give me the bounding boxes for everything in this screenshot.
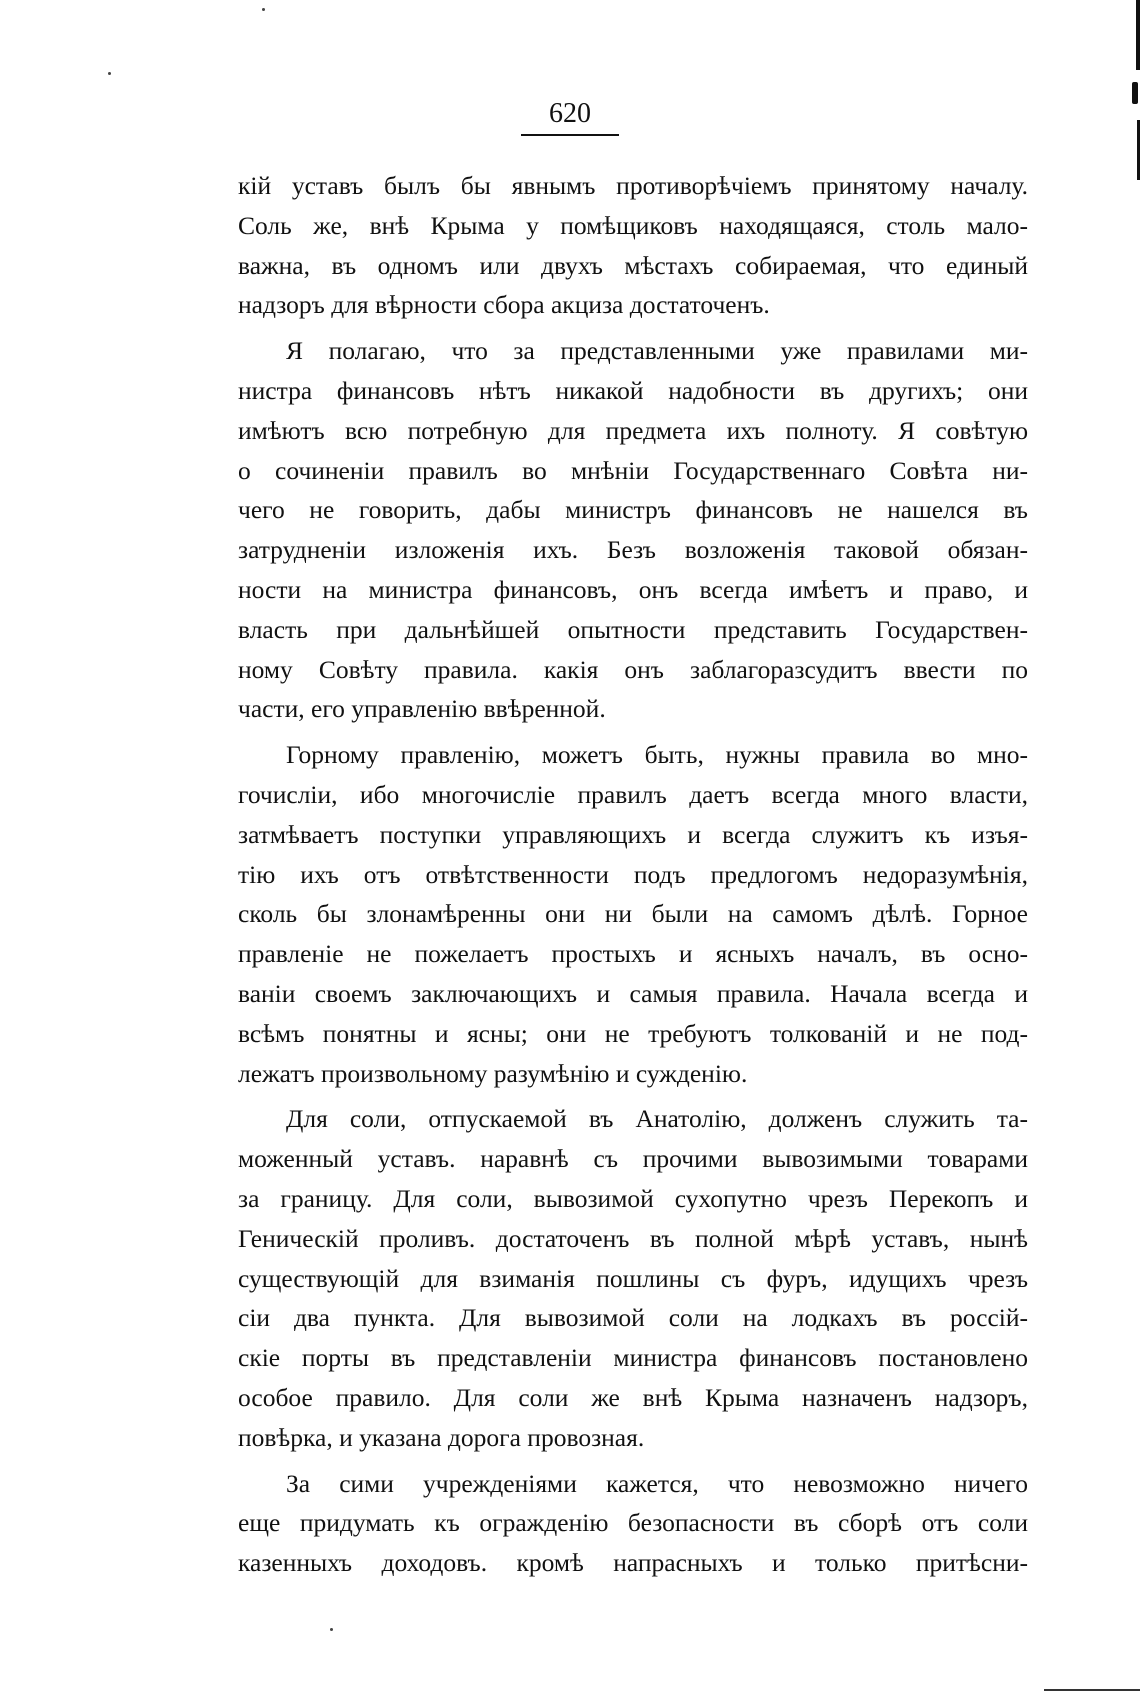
text-line: ному Совѣту правила. какія онъ заблагоразсудитъ ввести по xyxy=(238,654,1028,684)
text-line: Соль же, внѣ Крыма у помѣщиковъ находящаяся, столь мало- xyxy=(238,210,1028,240)
text-line: Геническій проливъ. достаточенъ въ полной мѣрѣ уставъ, нынѣ xyxy=(238,1223,1028,1253)
text-line: ности на министра финансовъ, онъ всегда имѣетъ и право, и xyxy=(238,574,1028,604)
text-line: правленіе не пожелаетъ простыхъ и ясныхъ началъ, въ осно- xyxy=(238,939,1028,969)
paragraph xyxy=(238,1099,1028,1457)
text-line: сколь бы злонамѣренны они ни были на самомъ дѣлѣ. Горное xyxy=(238,899,1028,929)
paragraph xyxy=(238,166,1028,325)
text-line: надзоръ для вѣрности сбора акциза достаточенъ. xyxy=(238,290,770,320)
text-line: всѣмъ понятны и ясны; они не требуютъ толкованій и не под- xyxy=(238,1018,1028,1048)
text-line: повѣрка, и указана дорога провозная. xyxy=(238,1422,645,1452)
text-line: имѣютъ всю потребную для предмета ихъ полноту. Я совѣтую xyxy=(238,415,1028,445)
scan-binding-edge-top xyxy=(1136,0,1140,70)
paragraph xyxy=(238,331,1028,729)
scan-speck xyxy=(262,8,265,11)
page-number-text: 620 xyxy=(521,98,619,136)
paragraph xyxy=(238,1464,1028,1583)
text-line: тію ихъ отъ отвѣтственности подъ предлогомъ недоразумѣнія, xyxy=(238,859,1028,889)
text-line: скіе порты въ представленіи министра финансовъ постановлено xyxy=(238,1343,1028,1373)
text-line: особое правило. Для соли же внѣ Крыма назначенъ надзоръ, xyxy=(238,1382,1028,1412)
scan-speck xyxy=(330,1628,333,1631)
text-line: еще придумать къ огражденію безопасности въ сборѣ отъ соли xyxy=(238,1508,1028,1538)
paragraph xyxy=(238,735,1028,1093)
text-line: за границу. Для соли, вывозимой сухопутно чрезъ Перекопъ и xyxy=(238,1183,1028,1213)
scan-bottom-rule xyxy=(1044,1689,1140,1691)
text-line: Для соли, отпускаемой въ Анатолію, долженъ служить та- xyxy=(286,1104,1028,1134)
text-line: казенныхъ доходовъ. кромѣ напрасныхъ и только притѣсни- xyxy=(238,1548,1028,1578)
text-line: ваніи своемъ заключающихъ и самыя правила. Начала всегда и xyxy=(238,978,1028,1008)
scan-speck xyxy=(108,72,111,75)
text-line: гочисліи, ибо многочисліе правилъ даетъ всегда много власти, xyxy=(238,779,1028,809)
text-line: сіи два пункта. Для вывозимой соли на лодкахъ въ россій- xyxy=(238,1303,1028,1333)
text-line: затрудненіи изложенія ихъ. Безъ возложенія таковой обязан- xyxy=(238,535,1028,565)
text-line: существующій для взиманія пошлины съ фуръ, идущихъ чрезъ xyxy=(238,1263,1028,1293)
text-line: затмѣваетъ поступки управляющихъ и всегда служитъ къ изъя- xyxy=(238,819,1028,849)
page-number xyxy=(0,98,1140,136)
text-line: чего не говорить, дабы министръ финансовъ не нашелся въ xyxy=(238,495,1028,525)
text-line: власть при дальнѣйшей опытности представить Государствен- xyxy=(238,614,1028,644)
text-line: За сими учрежденіями кажется, что невозможно ничего xyxy=(286,1468,1028,1498)
text-line: важна, въ одномъ или двухъ мѣстахъ собираемая, что единый xyxy=(238,250,1028,280)
text-line: о сочиненіи правилъ во мнѣніи Государственнаго Совѣта ни- xyxy=(238,455,1028,485)
text-line: Горному правленію, можетъ быть, нужны правила во мно- xyxy=(286,740,1028,770)
document-body xyxy=(238,166,1028,1589)
text-line: лежатъ произвольному разумѣнію и сужденію. xyxy=(238,1058,748,1088)
text-line: Я полагаю, что за представленными уже правилами ми- xyxy=(286,336,1028,366)
text-line: моженный уставъ. наравнѣ съ прочими вывозимыми товарами xyxy=(238,1144,1028,1174)
text-line: части, его управленію ввѣренной. xyxy=(238,694,606,724)
text-line: кій уставъ былъ бы явнымъ противорѣчіемъ принятому началу. xyxy=(238,171,1028,200)
text-line: нистра финансовъ нѣтъ никакой надобности въ другихъ; они xyxy=(238,375,1028,405)
